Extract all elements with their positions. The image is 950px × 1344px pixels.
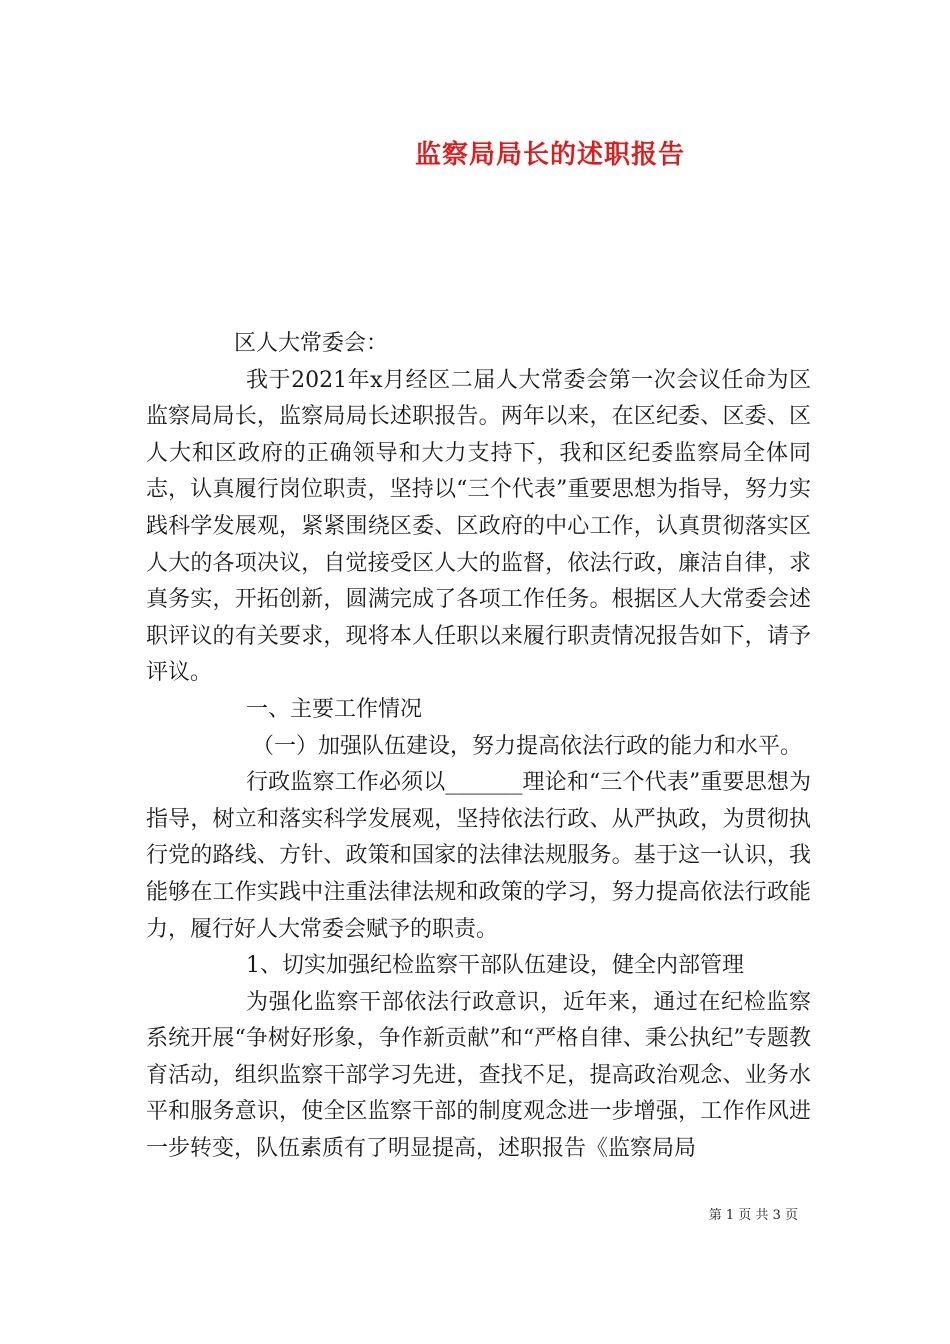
salutation: 区人大常委会：: [234, 331, 389, 356]
document-body: [146, 326, 811, 1168]
subsection-heading: （一）加强队伍建设，努力提高依法行政的能力和水平。: [252, 733, 803, 759]
page-number: 第 1 页 共 3 页: [708, 1208, 798, 1223]
paragraph-team-building: 为强化监察干部依法行政意识，近年来，通过在纪检监察系统开展“争树好形象，争作新贡献”和“严格自律、秉公执纪”专题教育活动，组织监察干部学习先进，查找不足，提高政治观念、业务水平和服务意识，使全区监察干部的制度观念进一步增强，工作作风进一步转变，队伍素质有了明显提高，述职报告《监察局局: [146, 989, 811, 1162]
section-heading: 一、主要工作情况: [246, 696, 423, 722]
document-title: 监察局局长的述职报告: [414, 140, 685, 170]
paragraph-guidance: 行政监察工作必须以_______理论和“三个代表”重要思想为指导，树立和落实科学发展观，坚持依法行政、从严执政，为贯彻执行党的路线、方针、政策和国家的法律法规服务。基于这一认识，我能够在工作实践中注重法律法规和政策的学习，努力提高依法行政能力，履行好人大常委会赋予的职责。: [146, 770, 811, 942]
item-heading: 1、切实加强纪检监察干部队伍建设，健全内部管理: [246, 953, 744, 979]
paragraph-intro: 我于2021年x月经区二届人大常委会第一次会议任命为区监察局局长，监察局局长述职报告。两年以来，在区纪委、区委、区人大和区政府的正确领导和大力支持下，我和区纪委监察局全体同志，认真履行岗位职责，坚持以“三个代表”重要思想为指导，努力实践科学发展观，紧紧围绕区委、区政府的中心工作，认真贯彻落实区人大的各项决议，自觉接受区人大的监督，依法行政，廉洁自律，求真务实，开拓创新，圆满完成了各项工作任务。根据区人大常委会述职评议的有关要求，现将本人任职以来履行职责情况报告如下，请予评议。: [146, 367, 811, 686]
